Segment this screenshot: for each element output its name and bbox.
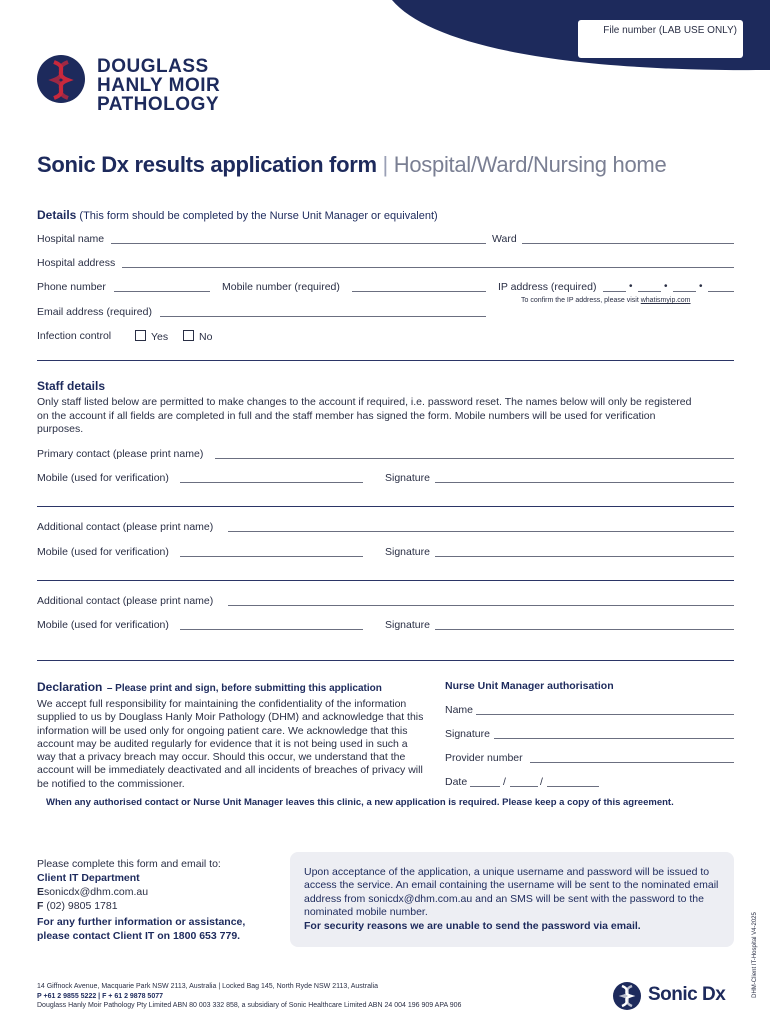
yes-checkbox[interactable]	[135, 330, 146, 341]
dhm-logo-text	[97, 57, 220, 114]
additional-mobile-1-field[interactable]	[180, 556, 363, 557]
footer-text	[37, 982, 461, 1011]
mobile-number-field[interactable]	[352, 291, 486, 292]
footer-phone: P +61 2 9855 5222 | F + 61 2 9878 5077	[37, 992, 163, 1000]
primary-mobile-label: Mobile (used for verification)	[37, 472, 169, 484]
ward-field[interactable]	[522, 243, 734, 244]
ip-note-text: To confirm the IP address, please visit	[521, 297, 639, 304]
declaration-body: We accept full responsibility for maintaining the confidentiality of the information supplied to us by Douglass Hanly Moir Pathology (DHM) and acknowledge that this information will be used only for ongoing patient care. We acknowledge that this account may be audited regularly for evidence that it is not being used in such a way that a privacy breach may occur. Should this occur, we understand that the account will be immediately deactivated and all incidents of breaches of privacy will be notified to the commissioner.	[37, 698, 424, 790]
phone-number-field[interactable]	[114, 291, 210, 292]
details-note: (This form should be completed by the Nurse Unit Manager or equivalent)	[79, 210, 438, 222]
num-date-field[interactable]: / /	[470, 776, 600, 788]
num-signature-label: Signature	[445, 728, 490, 740]
additional-signature-1-label: Signature	[385, 546, 430, 558]
footer-address: 14 Giffnock Avenue, Macquarie Park NSW 2113, Australia | Locked Bag 145, North Ryde NSW 2113, Australia	[37, 983, 378, 990]
divider	[37, 580, 734, 581]
agreement-notice: When any authorised contact or Nurse Unit Manager leaves this clinic, a new application is required. Please keep a copy of this agreement.	[46, 797, 674, 808]
contact-email[interactable]: sonicdx@dhm.com.au	[44, 886, 149, 898]
primary-contact-field[interactable]	[215, 458, 734, 459]
acceptance-box	[290, 852, 734, 947]
no-label: No	[199, 331, 213, 343]
ip-address-label: IP address (required)	[498, 281, 597, 293]
hospital-name-field[interactable]	[111, 243, 486, 244]
additional-signature-1-field[interactable]	[435, 556, 734, 557]
additional-contact-1-label: Additional contact (please print name)	[37, 521, 214, 533]
num-signature-field[interactable]	[494, 738, 734, 739]
sonic-dx-logo-icon	[612, 981, 642, 1011]
contact-fax: (02) 9805 1781	[46, 900, 118, 912]
staff-heading: Staff details	[37, 379, 106, 393]
details-heading-row	[37, 208, 438, 222]
logo-line-3: PATHOLOGY	[97, 94, 220, 115]
file-number-box[interactable]	[578, 20, 743, 58]
additional-mobile-2-label: Mobile (used for verification)	[37, 619, 169, 631]
contact-email-row	[37, 885, 277, 899]
yes-label: Yes	[151, 331, 169, 343]
ip-note	[521, 297, 691, 304]
contact-further: For any further information or assistance, please contact Client IT on 1800 653 779.	[37, 916, 246, 942]
sonic-dx-logo-text: Sonic Dx	[648, 984, 726, 1005]
infection-no-option[interactable]	[183, 330, 212, 343]
additional-contact-2-field[interactable]	[228, 605, 734, 606]
contact-fax-row	[37, 899, 277, 913]
num-provider-number-label: Provider number	[445, 752, 523, 764]
email-address-field[interactable]	[160, 316, 486, 317]
additional-mobile-1-label: Mobile (used for verification)	[37, 546, 169, 558]
contact-dept: Client IT Department	[37, 872, 140, 884]
num-provider-number-field[interactable]	[530, 762, 734, 763]
num-date-label: Date	[445, 776, 468, 788]
contact-intro: Please complete this form and email to:	[37, 858, 221, 870]
infection-yes-option[interactable]	[135, 330, 168, 343]
no-checkbox[interactable]	[183, 330, 194, 341]
declaration-heading-note: – Please print and sign, before submitting this application	[106, 683, 382, 694]
additional-signature-2-field[interactable]	[435, 629, 734, 630]
num-name-label: Name	[445, 704, 474, 716]
num-heading: Nurse Unit Manager authorisation	[445, 680, 614, 692]
phone-number-label: Phone number	[37, 281, 106, 293]
title-separator: |	[382, 152, 388, 177]
contact-section	[37, 857, 277, 943]
divider	[37, 360, 734, 361]
ip-address-field[interactable]: • • •	[603, 281, 734, 293]
file-number-label: File number (LAB USE ONLY)	[603, 25, 737, 36]
num-name-field[interactable]	[476, 714, 734, 715]
fax-prefix: F	[37, 900, 44, 912]
ip-link[interactable]: whatismyip.com	[640, 297, 691, 304]
hospital-address-label: Hospital address	[37, 257, 116, 269]
page-title	[37, 152, 666, 178]
dhm-logo-icon	[36, 54, 86, 104]
logo-line-2: HANLY MOIR	[97, 75, 221, 96]
additional-contact-2-label: Additional contact (please print name)	[37, 595, 214, 607]
staff-description: Only staff listed below are permitted to make changes to the account if required, i.e. password reset. The names below will only be registered on the account if all fields are completed in full and the staff member has signed the form. Mobile numbers will be used for verification purposes.	[37, 396, 692, 435]
infection-control-label: Infection control	[37, 330, 112, 342]
ward-label: Ward	[492, 233, 517, 245]
additional-signature-2-label: Signature	[385, 619, 430, 631]
primary-mobile-field[interactable]	[180, 482, 363, 483]
email-address-label: Email address (required)	[37, 306, 152, 318]
details-heading: Details	[37, 208, 77, 222]
declaration-heading: Declaration	[37, 680, 103, 694]
divider	[37, 506, 734, 507]
email-prefix: E	[37, 886, 45, 898]
primary-signature-field[interactable]	[435, 482, 734, 483]
mobile-number-label: Mobile number (required)	[222, 281, 340, 293]
additional-contact-1-field[interactable]	[228, 531, 734, 532]
footer-company: Douglass Hanly Moir Pathology Pty Limited ABN 80 003 332 858, a subsidiary of Sonic Healthcare Limited ABN 24 004 196 909 APA 906	[37, 1002, 462, 1009]
logo-line-1: DOUGLASS	[97, 56, 209, 77]
acceptance-body: Upon acceptance of the application, a unique username and password will be issued to access the service. An email containing the username will be sent to the nominated email address from sonicdx@dhm.com.au and an SMS will be sent with the password to the nominated mobile number.	[304, 866, 719, 918]
additional-mobile-2-field[interactable]	[180, 629, 363, 630]
declaration-heading-row	[37, 678, 382, 696]
primary-signature-label: Signature	[385, 472, 430, 484]
hospital-name-label: Hospital name	[37, 233, 105, 245]
side-code: DHM-Client IT-Hospital V4-2025	[752, 912, 758, 998]
title-sub: Hospital/Ward/Nursing home	[393, 152, 667, 177]
primary-contact-label: Primary contact (please print name)	[37, 448, 204, 460]
divider	[37, 660, 734, 661]
hospital-address-field[interactable]	[122, 267, 734, 268]
title-main: Sonic Dx results application form	[37, 152, 377, 177]
acceptance-security: For security reasons we are unable to send the password via email.	[304, 920, 641, 932]
